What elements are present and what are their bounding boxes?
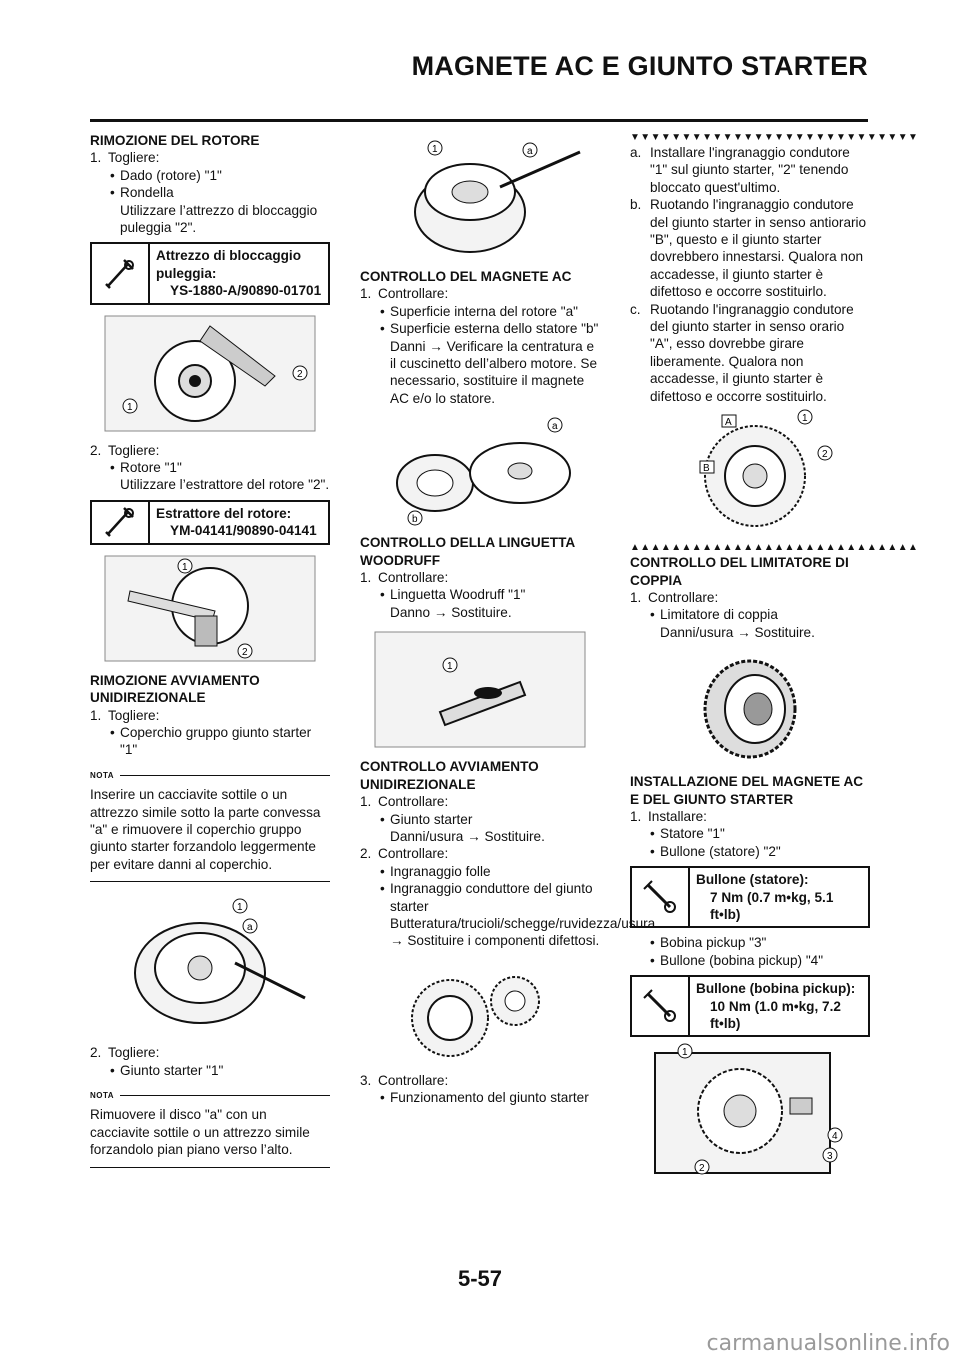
stator-install-figure	[640, 1043, 860, 1178]
section-title: RIMOZIONE AVVIAMENTO UNIDIREZIONALE	[90, 672, 260, 706]
section-title: CONTROLLO DELLA LINGUETTA WOODRUFF	[360, 535, 575, 568]
bullet: • Giunto starter "1"	[110, 1062, 330, 1079]
bullet-note: Utilizzare l’estrattore del rotore "2".	[120, 477, 330, 493]
step: 1. Controllare:	[360, 286, 449, 302]
triangle-row-up: ▲▲▲▲▲▲▲▲▲▲▲▲▲▲▲▲▲▲▲▲▲▲▲▲▲▲▲▲	[630, 542, 919, 554]
step: 2. Togliere:	[90, 1045, 160, 1061]
step: 2. Controllare:	[360, 846, 449, 862]
rotor-holder-figure	[100, 311, 320, 436]
rotor-puller-figure	[100, 551, 320, 666]
column-3	[630, 132, 919, 1184]
svg-text:b: b	[412, 514, 418, 526]
step: 1. Controllare:	[630, 589, 719, 605]
bullet: • Rondella	[110, 184, 330, 201]
step: 2. Togliere:	[90, 442, 160, 458]
bullet: • Superficie esterna dello statore "b"	[380, 320, 600, 337]
bullet: • Limitatore di coppia	[650, 606, 870, 623]
tool-box: Estrattore del rotore: YM-04141/90890-04141	[90, 500, 330, 545]
footer-watermark: carmanualsonline.info	[706, 1330, 950, 1356]
step-a: a. Installare l'ingranaggio condutore "1" sul giunto starter, "2" tenendo bloccato quest'ultimo.	[630, 145, 850, 195]
bullet: • Linguetta Woodruff "1"	[380, 586, 600, 603]
note-block: NOTA Inserire un cacciavite sottile o un attrezzo simile sotto la parte convessa "a" e rimuovere il coperchio gruppo giunto starter forzandolo leggermente per evitare danni al coperchio.	[90, 767, 330, 882]
torque-wrench-icon	[632, 868, 690, 926]
svg-text:B: B	[703, 463, 710, 475]
tool-icon	[92, 502, 150, 543]
bullet-note: Danni/usura → Sostituire.	[660, 624, 815, 640]
bullet-note: Butteratura/trucioli/schegge/ruvidezza/usura → Sostituire i componenti difettosi.	[390, 915, 656, 949]
section-title: CONTROLLO DEL LIMITATORE DI COPPIA	[630, 555, 849, 588]
torque-limiter-figure	[640, 647, 860, 767]
svg-text:1: 1	[127, 401, 133, 413]
bullet: • Statore "1"	[650, 825, 870, 842]
bullet: • Coperchio gruppo giunto starter "1"	[110, 724, 330, 759]
step: 3. Controllare:	[360, 1072, 449, 1088]
svg-text:2: 2	[242, 646, 248, 658]
svg-text:A: A	[725, 417, 732, 429]
step-c: c. Ruotando l'ingranaggio condutore del giunto starter in senso orario "A", esso dovrebbe girare liberamente. Qualora non accadesse, il giunto starter è difettoso e occorre sostituirlo.	[630, 301, 854, 404]
bullet: • Superficie interna del rotore "a"	[380, 303, 600, 320]
svg-text:1: 1	[682, 1047, 688, 1059]
bullet: • Bobina pickup "3"	[650, 934, 870, 951]
svg-text:2: 2	[822, 449, 828, 461]
bullet-note: Danno → Sostituire.	[390, 604, 512, 620]
step: 1. Togliere:	[90, 707, 160, 723]
svg-text:a: a	[247, 922, 253, 934]
page-title: MAGNETE AC E GIUNTO STARTER	[411, 51, 868, 81]
step-b: b. Ruotando l'ingranaggio condutore del giunto starter in senso antiorario "B", questo e il giunto starter dovrebbero innestarsi. Qualora non accadesse, il giunto starter è difettoso e occorre sostituirlo.	[630, 197, 867, 300]
section-title: RIMOZIONE DEL ROTORE	[90, 133, 260, 148]
bullet: • Bullone (statore) "2"	[650, 843, 870, 860]
step: 1. Controllare:	[360, 570, 449, 586]
triangle-row-down: ▼▼▼▼▼▼▼▼▼▼▼▼▼▼▼▼▼▼▼▼▼▼▼▼▼▼▼▼	[630, 132, 919, 143]
starter-cover-figure	[100, 888, 320, 1038]
header-rule	[90, 119, 868, 122]
svg-text:1: 1	[447, 661, 453, 673]
column-2	[360, 132, 656, 1107]
bullet: • Ingranaggio conduttore del giunto starter	[380, 880, 600, 915]
bullet: • Dado (rotore) "1"	[110, 167, 330, 184]
rotor-stator-figure	[370, 413, 590, 528]
starter-gear-direction-figure	[640, 411, 860, 536]
woodruff-key-figure	[370, 627, 590, 752]
note-block: NOTA Rimuovere il disco "a" con un cacciavite sottile o un attrezzo simile forzandolo pian piano verso l’alto.	[90, 1087, 330, 1168]
bullet: • Funzionamento del giunto starter	[380, 1089, 600, 1106]
bullet-note: Danni → Verificare la centratura e il cuscinetto dell’albero motore. Se necessario, sostituire il magnete AC e/o lo statore.	[390, 338, 598, 406]
step: 1. Installare:	[630, 808, 707, 824]
svg-text:2: 2	[699, 1163, 705, 1175]
svg-text:1: 1	[182, 561, 188, 573]
bullet: • Rotore "1"	[110, 459, 330, 476]
svg-text:1: 1	[802, 413, 808, 425]
step: 1. Controllare:	[360, 794, 449, 810]
tool-box: Attrezzo di bloccaggio puleggia: YS-1880-A/90890-01701	[90, 242, 330, 304]
section-title: CONTROLLO DEL MAGNETE AC	[360, 269, 572, 284]
svg-text:a: a	[527, 146, 533, 157]
svg-text:3: 3	[827, 1151, 833, 1163]
page-number: 5-57	[457, 1266, 503, 1291]
bullet-note: Utilizzare l’attrezzo di bloccaggio puleggia "2".	[120, 202, 318, 236]
column-1	[90, 132, 330, 1168]
starter-clutch-figure	[370, 132, 590, 262]
tool-icon	[92, 244, 150, 302]
torque-box: Bullone (bobina pickup): 10 Nm (1.0 m•kg, 7.2 ft•lb)	[630, 975, 870, 1037]
bullet: • Ingranaggio folle	[380, 863, 600, 880]
svg-text:1: 1	[237, 902, 243, 914]
svg-text:2: 2	[297, 368, 303, 380]
step: 1. Togliere:	[90, 150, 160, 166]
svg-text:4: 4	[832, 1131, 838, 1143]
torque-wrench-icon	[632, 977, 690, 1035]
torque-box: Bullone (statore): 7 Nm (0.7 m•kg, 5.1 ft•lb)	[630, 866, 870, 928]
bullet: • Giunto starter	[380, 811, 600, 828]
bullet: • Bullone (bobina pickup) "4"	[650, 952, 870, 969]
section-title: INSTALLAZIONE DEL MAGNETE AC E DEL GIUNTO STARTER	[630, 774, 864, 807]
svg-text:a: a	[552, 421, 558, 433]
section-title: CONTROLLO AVVIAMENTO UNIDIREZIONALE	[360, 759, 539, 792]
svg-text:1: 1	[432, 144, 438, 155]
bullet-note: Danni/usura → Sostituire.	[390, 828, 545, 844]
gears-figure	[370, 956, 590, 1066]
